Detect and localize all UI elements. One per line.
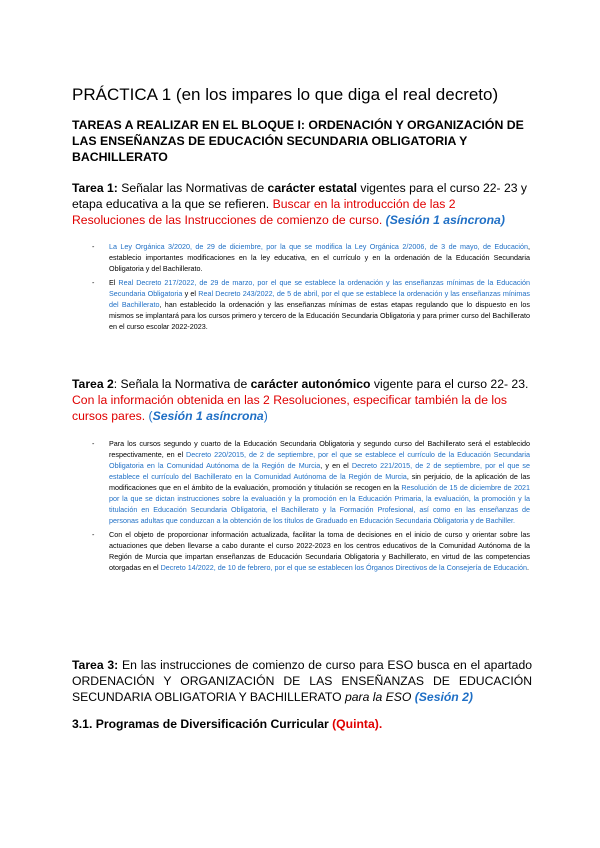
tarea-1-label: Tarea 1: (72, 181, 118, 195)
list-item-text: y el (182, 289, 199, 298)
tarea-2-paragraph (72, 376, 532, 424)
tarea-1-instruction: Buscar en la introducción de las 2 Resoluciones de las Instrucciones de comienzo de curso. (72, 197, 456, 227)
tarea-1-bold: carácter estatal (267, 181, 357, 195)
tarea-3-label: Tarea 3: (72, 658, 119, 672)
tarea-2-session: Sesión 1 asíncrona (152, 409, 264, 423)
subsection-tag: (Quinta) (332, 717, 379, 731)
subsection-period: . (378, 717, 383, 731)
law-link[interactable]: Real Decreto 217/2022, de 29 de marzo, por el que se establece la ordenación y las enseñanzas mínimas de la Educación Secundaria Obligatoria (109, 278, 530, 298)
list-item (92, 277, 530, 332)
tarea-1-paragraph (72, 180, 532, 228)
law-link[interactable]: Decreto 221/2015, de 2 de septiembre, por el que se establece el currículo del Bachillerato en la Comunidad Autónoma de la Región de Murcia (109, 461, 531, 481)
law-link[interactable]: Resolución de 15 de diciembre de 2021 por la que se dictan instrucciones sobre la evaluación y la promoción en la Educación Primaria, la evaluación, la promoción y la titulación en Educación Secundaria Obligatoria, el Bachillerato y la Formación Profesional, así como en las enseñanzas de personas adultas que conduzcan a la obtención de los títulos de Graduado en Educación Secundaria Obligatoria y de Bachiller. (109, 483, 530, 525)
tarea-2-text-a: : Señala la Normativa de (113, 377, 251, 391)
tarea-3-paragraph (72, 657, 532, 705)
law-link[interactable]: Decreto 14/2022, de 10 de febrero, por el que se establecen los Órganos Directivos de la Consejería de Educación (160, 563, 527, 572)
bullet-dash: - (92, 439, 95, 448)
tarea-2-list (92, 438, 530, 576)
tarea-2-paren-open: ( (145, 409, 153, 423)
law-link[interactable]: Decreto 220/2015, de 2 de septiembre, por el que se establece el currículo de la Educación Secundaria Obligatoria en la Comunidad Autónoma de la Región de Murcia (109, 450, 531, 470)
law-link[interactable]: La Ley Orgánica 3/2020, de 29 de diciembre, por la que se modifica la Ley Orgánica 2/2006, de 3 de mayo, de Educación (109, 242, 528, 251)
tarea-2-instruction: Con la información obtenida en las 2 Resoluciones, especificar también la de los cursos pares. (72, 393, 507, 423)
list-item (92, 241, 530, 274)
list-item (92, 438, 530, 526)
list-item-text: Con el objeto de proporcionar información actualizada, facilitar la toma de decisiones en el inicio de curso y orientar sobre las actuaciones que deben llevarse a cabo durante el curso 2022-2023 en los centros educativos de la Comunidad Autónoma de la Región de Murcia que impartan enseñanzas de Educación Secundaria Obligatoria y Bachillerato, en virtud de las competencias otorgadas en el (109, 530, 530, 572)
tarea-2-label: Tarea 2 (72, 377, 114, 391)
list-item-text: El (109, 278, 119, 287)
bullet-dash: - (92, 530, 95, 539)
law-link[interactable]: Real Decreto 243/2022, de 5 de abril, por el que se establece la ordenación y las enseñanzas mínimas del Bachillerato (109, 289, 530, 309)
tarea-3-text: En las instrucciones de comienzo de curso para ESO busca en el apartado ORDENACIÓN Y ORGANIZACIÓN DE LAS ENSEÑANZAS DE EDUCACIÓN SECUNDARIA OBLIGATORIA Y BACHILLERATO (72, 658, 533, 704)
list-item-text: . (526, 563, 529, 572)
list-item (92, 529, 530, 573)
bullet-dash: - (92, 242, 95, 251)
bullet-dash: - (92, 278, 95, 287)
tarea-2-text-b: vigente para el curso 22- 23. (370, 377, 529, 391)
page-title: PRÁCTICA 1 (en los impares lo que diga el real decreto) (72, 85, 499, 104)
tarea-2-bold: carácter autonómico (250, 377, 371, 391)
tarea-1-text-b: vigentes para el curso 22- 23 y etapa educativa a la que se refieren. (72, 181, 528, 211)
section-heading: TAREAS A REALIZAR EN EL BLOQUE I: ORDENACIÓN Y ORGANIZACIÓN DE LAS ENSEÑANZAS DE EDUCACIÓN SECUNDARIA OBLIGATORIA Y BACHILLERATO (72, 118, 524, 164)
tarea-1-text-a: Señalar las Normativas de (117, 181, 268, 195)
tarea-1-list (92, 241, 530, 335)
subsection-title: 3.1. Programas de Diversificación Curricular (72, 717, 333, 731)
list-item-text: Para los cursos segundo y cuarto de la Educación Secundaria Obligatoria y segundo curso del Bachillerato será el establecido respectivamente, en el (109, 439, 530, 459)
tarea-3-italic: para la ESO (344, 690, 412, 704)
subsection-heading (72, 716, 382, 732)
list-item-text: , establecio importantes modificaciones en la ley educativa, en el currículo y en la ordenación de la Educación Secundaria Obligatoria y del Bachillerato. (109, 242, 530, 273)
tarea-3-session: (Sesión 2) (414, 690, 473, 704)
tarea-1-session: (Sesión 1 asíncrona) (385, 213, 505, 227)
list-item-text: , han establecido la ordenación y las enseñanzas mínimas de estas etapas regulando que lo dispuesto en los mismos se implantará para los cursos primero y tercero de la Educación Secundaria Obligatoria y para primer curso del Bachillerato en el curso escolar 2022-2023. (109, 300, 530, 331)
list-item-text: , sin perjuicio, de la aplicación de las modificaciones que en el ámbito de la evaluación, promoción y titulación se recogen en la (109, 472, 531, 492)
list-item-text: , y en el (320, 461, 352, 470)
tarea-2-paren-close: ) (263, 409, 268, 423)
